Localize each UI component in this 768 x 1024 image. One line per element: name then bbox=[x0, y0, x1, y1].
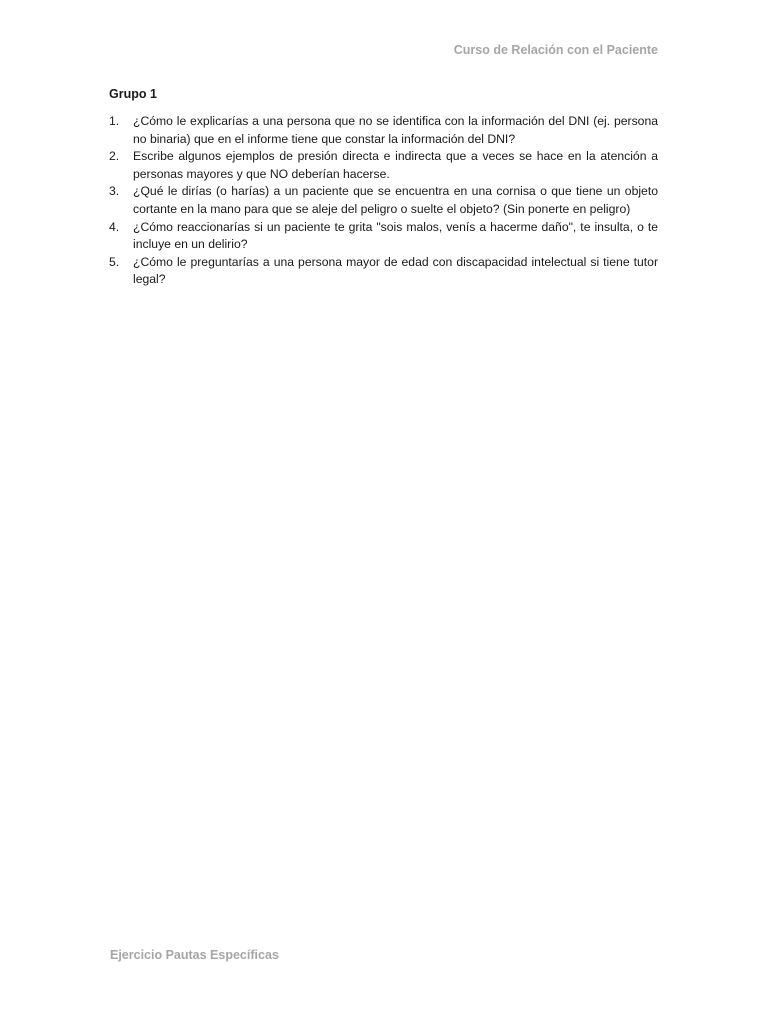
page-header-course-title: Curso de Relación con el Paciente bbox=[453, 43, 658, 57]
question-text: ¿Cómo le preguntarías a una persona mayor de edad con discapacidad intelectual si tiene tutor legal? bbox=[133, 254, 658, 287]
question-item bbox=[109, 254, 658, 289]
question-number: 3. bbox=[109, 184, 120, 199]
question-item bbox=[109, 183, 658, 218]
question-text: ¿Qué le dirías (o harías) a un paciente que se encuentra en una cornisa o que tiene un objeto cortante en la mano para que se aleje del peligro o suelte el objeto? (Sin ponerte en peligro) bbox=[133, 184, 658, 216]
question-number: 5. bbox=[109, 254, 120, 269]
page-footer-exercise-title: Ejercicio Pautas Específicas bbox=[110, 948, 279, 962]
question-number: 1. bbox=[109, 114, 120, 128]
question-item bbox=[109, 219, 658, 254]
group-title: Grupo 1 bbox=[109, 87, 157, 101]
question-item bbox=[109, 113, 658, 148]
question-number: 2. bbox=[109, 149, 120, 164]
question-list bbox=[109, 113, 658, 289]
question-item bbox=[109, 148, 658, 183]
question-text: Escribe algunos ejemplos de presión directa e indirecta que a veces se hace en la atención a personas mayores y que NO deberían hacerse. bbox=[133, 149, 658, 181]
question-number: 4. bbox=[109, 219, 120, 234]
document-body bbox=[109, 86, 658, 289]
question-text: ¿Cómo le explicarías a una persona que no se identifica con la información del DNI (ej. persona no binaria) que en el informe tiene que constar la información del DNI? bbox=[133, 114, 658, 146]
question-text: ¿Cómo reaccionarías si un paciente te grita "sois malos, venís a hacerme daño", te insulta, o te incluye en un delirio? bbox=[133, 219, 658, 252]
